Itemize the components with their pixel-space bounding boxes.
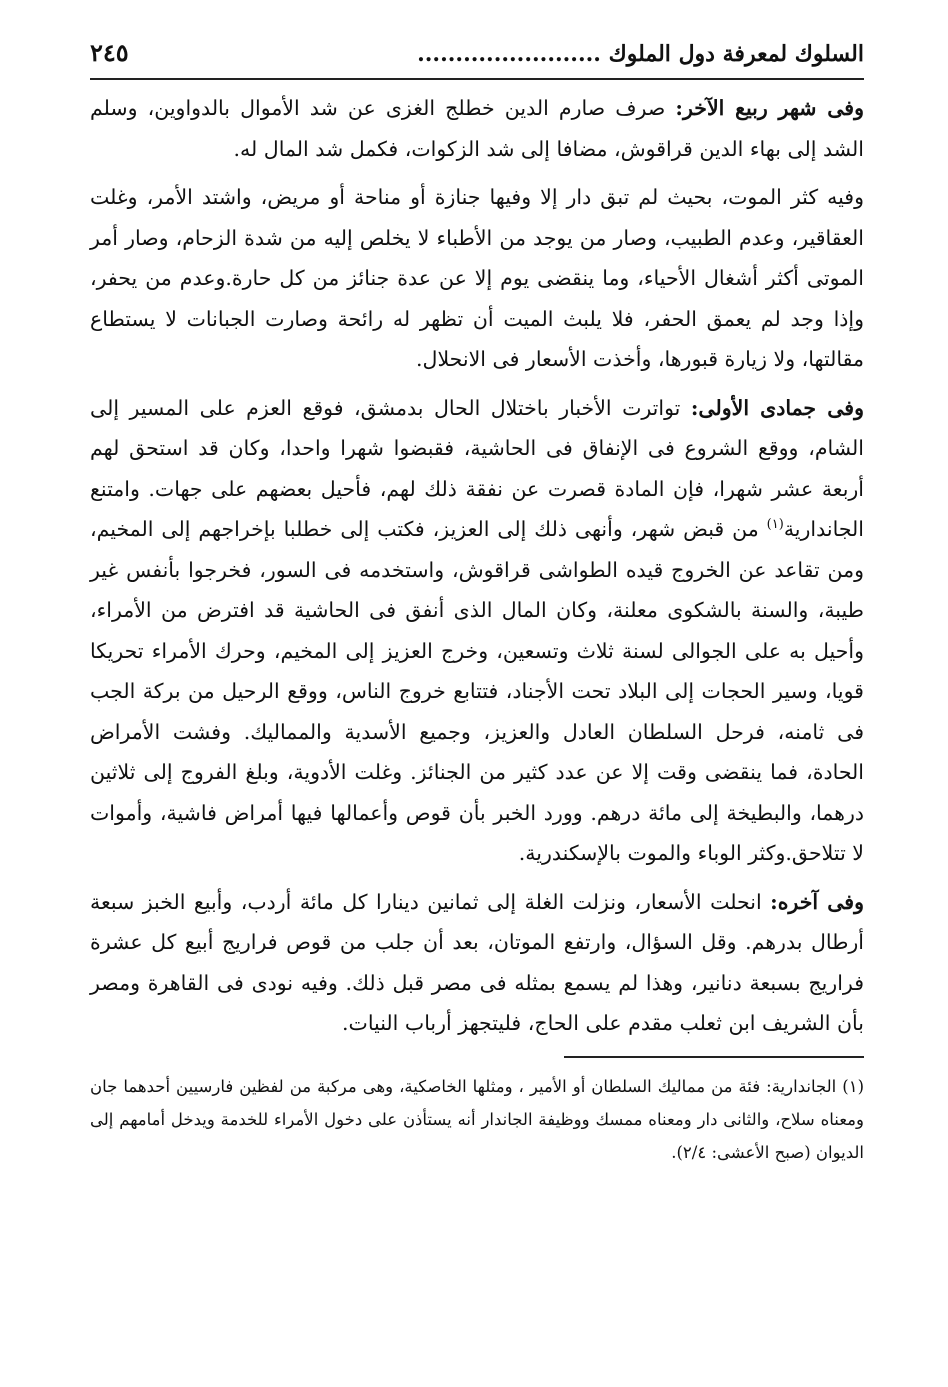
paragraph-jumada-al-ula	[90, 388, 864, 874]
footnote-reference: (١)	[766, 517, 784, 533]
paragraph-lead: وفى آخره:	[770, 889, 864, 914]
paragraph-body: انحلت الأسعار، ونزلت الغلة إلى ثمانين دينارا كل مائة أردب، وأبيع الخبز سبعة أرطال بدرهم. وقل السؤال، وارتفع الموتان، بعد أن جلب من قوص فراريج أبيع كل عشرة فراريج بسبعة دنانير، وهذا لم يسمع بمثله فى مصر قبل ذلك. وفيه نودى فى القاهرة ومصر بأن الشريف ابن ثعلب مقدم على الحاج، فليتجهز أرباب النيات.	[90, 889, 864, 1035]
footnote-divider	[564, 1056, 864, 1058]
paragraph-end-of-month	[90, 882, 864, 1044]
paragraph-plague	[90, 177, 864, 380]
page-number: ٢٤٥	[90, 38, 129, 67]
footnote: (١) الجاندارية: فئة من مماليك السلطان أو الأمير ، ومثلها الخاصكية، وهى مركبة من لفظين فارسيين أحدهما جان ومعناه سلاح، والثانى دار ومعناه ممسك ووظيفة الجاندار أنه يستأذن على دخول الأمراء للخدمة ويدخل أمامهم إلى الديوان (صبح الأعشى: ٢/٤).	[90, 1076, 864, 1162]
paragraph-body: صرف صارم الدين خطلج الغزى عن شد الأموال بالدواوين، وسلم الشد إلى بهاء الدين قراقوش، مضافا إلى شد الزكوات، فكمل شد المال له.	[90, 96, 864, 161]
running-header	[90, 36, 864, 80]
book-page	[90, 36, 864, 1169]
paragraph-body: تواترت الأخبار باختلال الحال بدمشق، فوقع العزم على المسير إلى الشام، ووقع الشروع فى الإنفاق فى الحاشية، فقبضوا شهرا واحدا، وكان قد استحق لهم أربعة عشر شهرا، فإن المادة قصرت عن نفقة ذلك لهم، فأحيل بعضهم على جهات. وامتنع الجاندارية	[90, 395, 864, 541]
paragraph-lead: وفى شهر ربيع الآخر:	[675, 96, 864, 120]
paragraph-lead: وفى جمادى الأولى:	[690, 395, 864, 420]
running-title: السلوك لمعرفة دول الملوك ........................	[417, 41, 864, 67]
paragraph-rabi-al-akhir	[90, 88, 864, 169]
paragraph-body-continued: من قبض شهر، وأنهى ذلك إلى العزيز، فكتب إلى خطلبا بإخراجهم إلى المخيم، ومن تقاعد عن الخروج قيده الطواشى قراقوش، واستخدمه فى السور، فخرجوا بأنفس غير طيبة، والسنة بالشكوى معلنة، وكان المال الذى أنفق فى الحاشية قد افترض من الأمراء، وأحيل به على الجوالى لسنة ثلاث وتسعين، وخرج العزيز إلى المخيم، وحرك الأمراء تحريكا قويا، وسير الحجات إلى البلاد تحت الأجناد، فتتابع خروج الناس، ووقع الرحيل من بركة الجب فى ثامنه، فرحل السلطان العادل والعزيز، وجميع الأسدية والمماليك. وفشت الأمراض الحادة، فما ينقضى وقت إلا عن عدد كثير من الجنائز. وغلت الأدوية، وبلغ الفروج إلى ثلاثين درهما، والبطيخة إلى مائة درهم. وورد الخبر بأن قوص وأعمالها فيها أمراض فاشية، وأموات لا تتلاحق.وكثر الوباء والموت بالإسكندرية.	[90, 517, 864, 865]
paragraph-body: وفيه كثر الموت، بحيث لم تبق دار إلا وفيها جنازة أو مناحة أو مريض، واشتد الأمر، وغلت العقاقير، وعدم الطبيب، وصار من يوجد من الأطباء لا يخلص إليه من شدة الزحام، وصار أمر الموتى أكثر أشغال الأحياء، وما ينقضى يوم إلا عن عدة جنائز من كل حارة.وعدم من يحفر، وإذا وجد لم يعمق الحفر، فلا يلبث الميت أن تظهر له رائحة وصارت الجبانات لا يستطاع مقالتها، ولا زيارة قبورها، وأخذت الأسعار فى الانحلال.	[90, 185, 864, 371]
